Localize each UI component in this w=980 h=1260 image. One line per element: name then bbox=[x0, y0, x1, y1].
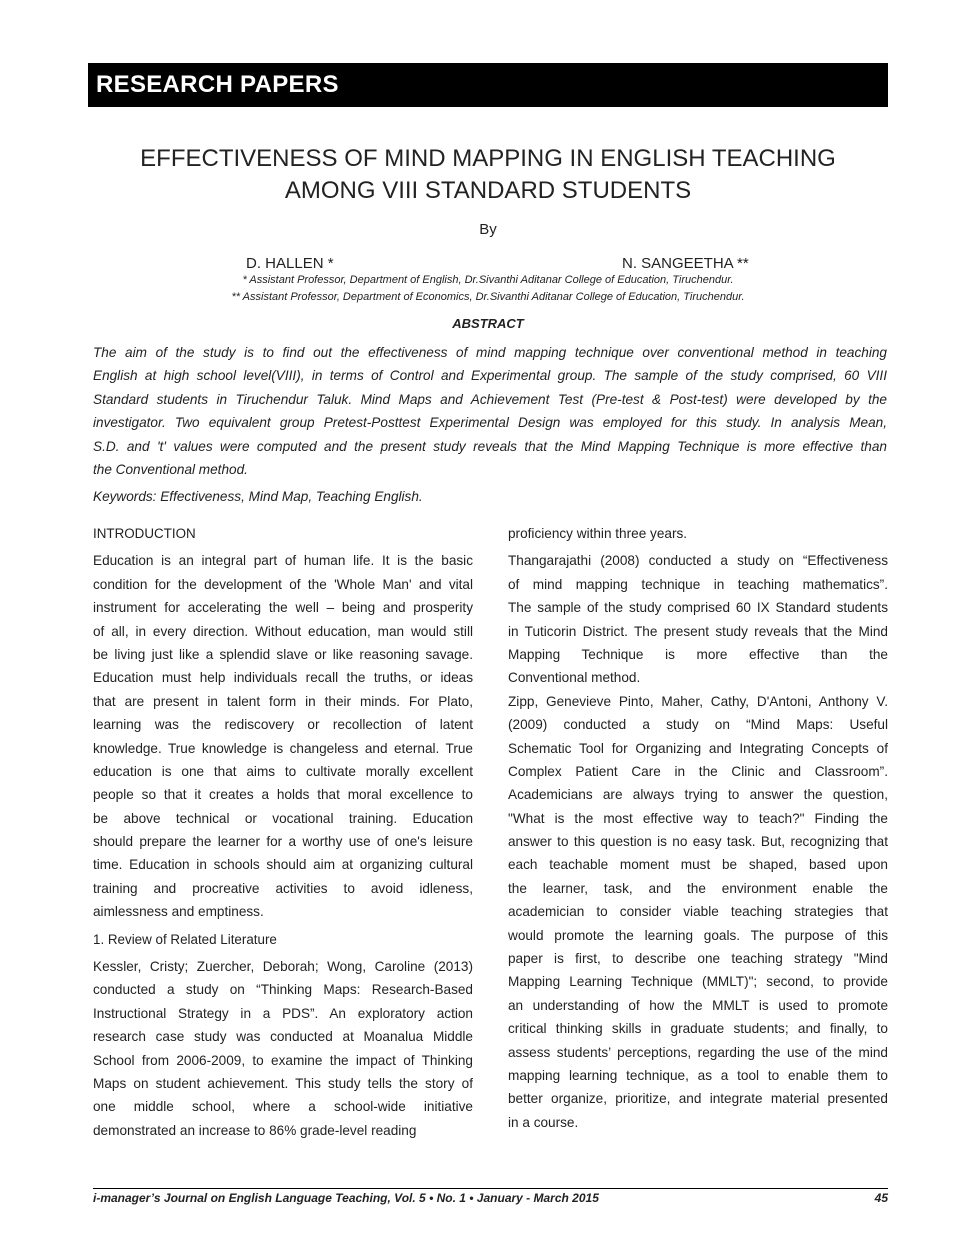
text-line: knowledge. True knowledge is changeless and eternal. True bbox=[93, 740, 473, 756]
text-line: answer to this question is no easy task. But, recognizing that bbox=[508, 834, 888, 850]
footer-journal: i-manager’s Journal on English Language Teaching, Vol. 5 • No. 1 • January - March 2015 bbox=[93, 1191, 599, 1205]
review-heading: 1. Review of Related Literature bbox=[93, 931, 277, 947]
text-line: of mind mapping technique in teaching mathematics”. bbox=[508, 576, 888, 592]
text-line: proficiency within three years. bbox=[508, 526, 688, 541]
text-line: Education is an integral part of human life. It is the basic bbox=[93, 553, 473, 569]
text-line: Thangarajathi (2008) conducted a study on “Effectiveness bbox=[508, 553, 888, 569]
text-line: English at high school level(VIII), in terms of Control and Experimental group. The sample of the study comprised, 60 VIII bbox=[93, 368, 887, 384]
author-1: D. HALLEN * bbox=[246, 255, 334, 272]
text-line: Academicians are always trying to answer the question, bbox=[508, 787, 888, 803]
text-line: people so that it creates a holds that moral excellence to bbox=[93, 787, 473, 803]
title-line: AMONG VIII STANDARD STUDENTS bbox=[284, 177, 692, 204]
text-line: that are present in talent form in their minds. For Plato, bbox=[93, 693, 473, 709]
affiliation-1: * Assistant Professor, Department of English, Dr.Sivanthi Aditanar College of Education, Tiruchendur. bbox=[242, 274, 734, 286]
text-line: Mapping Technique is more effective than the bbox=[508, 646, 888, 662]
text-line: learning was the rediscovery or recollection of latent bbox=[93, 717, 473, 733]
footer-rule bbox=[93, 1188, 888, 1189]
text-line: mapping learning technique, as a tool to enable them to bbox=[508, 1067, 888, 1083]
text-line: The sample of the study comprised 60 IX Standard students bbox=[508, 600, 888, 616]
keywords: Keywords: Effectiveness, Mind Map, Teaching English. bbox=[93, 489, 423, 504]
thangarajathi-paragraph bbox=[508, 549, 888, 689]
text-line: assess students’ perceptions, regarding the use of the mind bbox=[508, 1044, 888, 1060]
text-line: S.D. and 't' values were computed and the present study reveals that the Mind Mapping Technique is more effective than bbox=[93, 438, 887, 454]
text-line: conducted a study on “Thinking Maps: Research-Based bbox=[93, 982, 473, 998]
text-line: Mapping Learning Technique (MMLT)"; second, to provide bbox=[508, 974, 888, 990]
introduction-paragraph bbox=[93, 549, 473, 923]
text-line: the learner, task, and the environment enable the bbox=[508, 880, 888, 896]
text-line: training and procreative activities to avoid idleness, bbox=[93, 880, 473, 896]
author-2: N. SANGEETHA ** bbox=[622, 255, 749, 272]
affiliation-2: ** Assistant Professor, Department of Economics, Dr.Sivanthi Aditanar College of Education, Tiruchendur. bbox=[231, 291, 745, 303]
left-column bbox=[93, 522, 473, 1142]
review-paragraph bbox=[93, 955, 473, 1142]
text-line: Standard students in Tiruchendur Taluk. Mind Maps and Achievement Test (Pre-test & Post-test) were developed by the bbox=[93, 391, 887, 407]
text-line: each teachable moment must be shaped, based upon bbox=[508, 857, 888, 873]
abstract bbox=[93, 341, 887, 481]
text-line: be living just like a splendid slave or like reasoning savage. bbox=[93, 646, 473, 662]
text-line: should prepare the learner for a worthy use of one's leisure bbox=[93, 834, 473, 850]
text-line: The aim of the study is to find out the effectiveness of mind mapping technique over conventional method in teaching bbox=[93, 345, 887, 360]
text-line: demonstrated an increase to 86% grade-level reading bbox=[93, 1122, 417, 1138]
text-line: Schematic Tool for Organizing and Integrating Concepts of bbox=[508, 740, 888, 756]
text-line: academician to consider viable teaching strategies that bbox=[508, 904, 888, 920]
text-line: an understanding of how the MMLT is used to promote bbox=[508, 997, 888, 1013]
section-banner bbox=[88, 63, 888, 107]
text-line: aimlessness and emptiness. bbox=[93, 904, 264, 920]
text-line: Zipp, Genevieve Pinto, Maher, Cathy, D'Antoni, Anthony V. bbox=[508, 693, 888, 709]
text-line: critical thinking skills in graduate students; and finally, to bbox=[508, 1021, 888, 1037]
text-line: Complex Patient Care in the Clinic and Classroom”. bbox=[508, 763, 888, 779]
right-column bbox=[508, 522, 888, 1134]
text-line: would promote the learning goals. The purpose of this bbox=[508, 927, 888, 943]
text-line: the Conventional method. bbox=[93, 461, 248, 477]
introduction-heading: INTRODUCTION bbox=[93, 526, 196, 541]
text-line: be above technical or vocational training. Education bbox=[93, 810, 473, 826]
zipp-paragraph bbox=[508, 690, 888, 1134]
text-line: School from 2006-2009, to examine the impact of Thinking bbox=[93, 1052, 473, 1068]
page-number: 45 bbox=[874, 1191, 888, 1205]
section-banner-label: RESEARCH PAPERS bbox=[96, 71, 339, 98]
text-line: research case study was conducted at Moanalua Middle bbox=[93, 1029, 473, 1045]
text-line: Kessler, Cristy; Zuercher, Deborah; Wong, Caroline (2013) bbox=[93, 959, 473, 975]
text-line: paper is first, to describe one teaching strategy "Mind bbox=[508, 951, 888, 967]
text-line: condition for the development of the 'Whole Man' and vital bbox=[93, 576, 473, 592]
text-line: in Tuticorin District. The present study reveals that the Mind bbox=[508, 623, 888, 639]
text-line: (2009) conducted a study on “Mind Maps: Useful bbox=[508, 717, 888, 733]
text-line: Instructional Strategy in a PDS”. An exploratory action bbox=[93, 1005, 473, 1021]
text-line: Education must help individuals recall the truths, or ideas bbox=[93, 670, 473, 686]
text-line: in a course. bbox=[508, 1114, 579, 1130]
text-line: instrument for accelerating the well – being and prosperity bbox=[93, 600, 473, 616]
paper-title bbox=[88, 143, 888, 207]
text-line: education is one that aims to cultivate morally excellent bbox=[93, 763, 473, 779]
text-line: time. Education in schools should aim at organizing cultural bbox=[93, 857, 473, 873]
abstract-heading: ABSTRACT bbox=[452, 316, 524, 331]
text-line: "What is the most effective way to teach?" Finding the bbox=[508, 810, 888, 826]
text-line: of all, in every direction. Without education, man would still bbox=[93, 623, 473, 639]
text-line: investigator. Two equivalent group Pretest-Posttest Experimental Design was employed for this study. In analysis Mean, bbox=[93, 415, 887, 431]
text-line: one middle school, where a school-wide initiative bbox=[93, 1099, 473, 1115]
by-label: By bbox=[479, 221, 497, 238]
text-line: better organize, prioritize, and integrate material presented bbox=[508, 1091, 888, 1107]
continued-paragraph bbox=[508, 522, 888, 545]
title-line: EFFECTIVENESS OF MIND MAPPING IN ENGLISH TEACHING bbox=[140, 145, 836, 172]
text-line: Conventional method. bbox=[508, 670, 641, 686]
text-line: Maps on student achievement. This study tells the story of bbox=[93, 1075, 473, 1091]
